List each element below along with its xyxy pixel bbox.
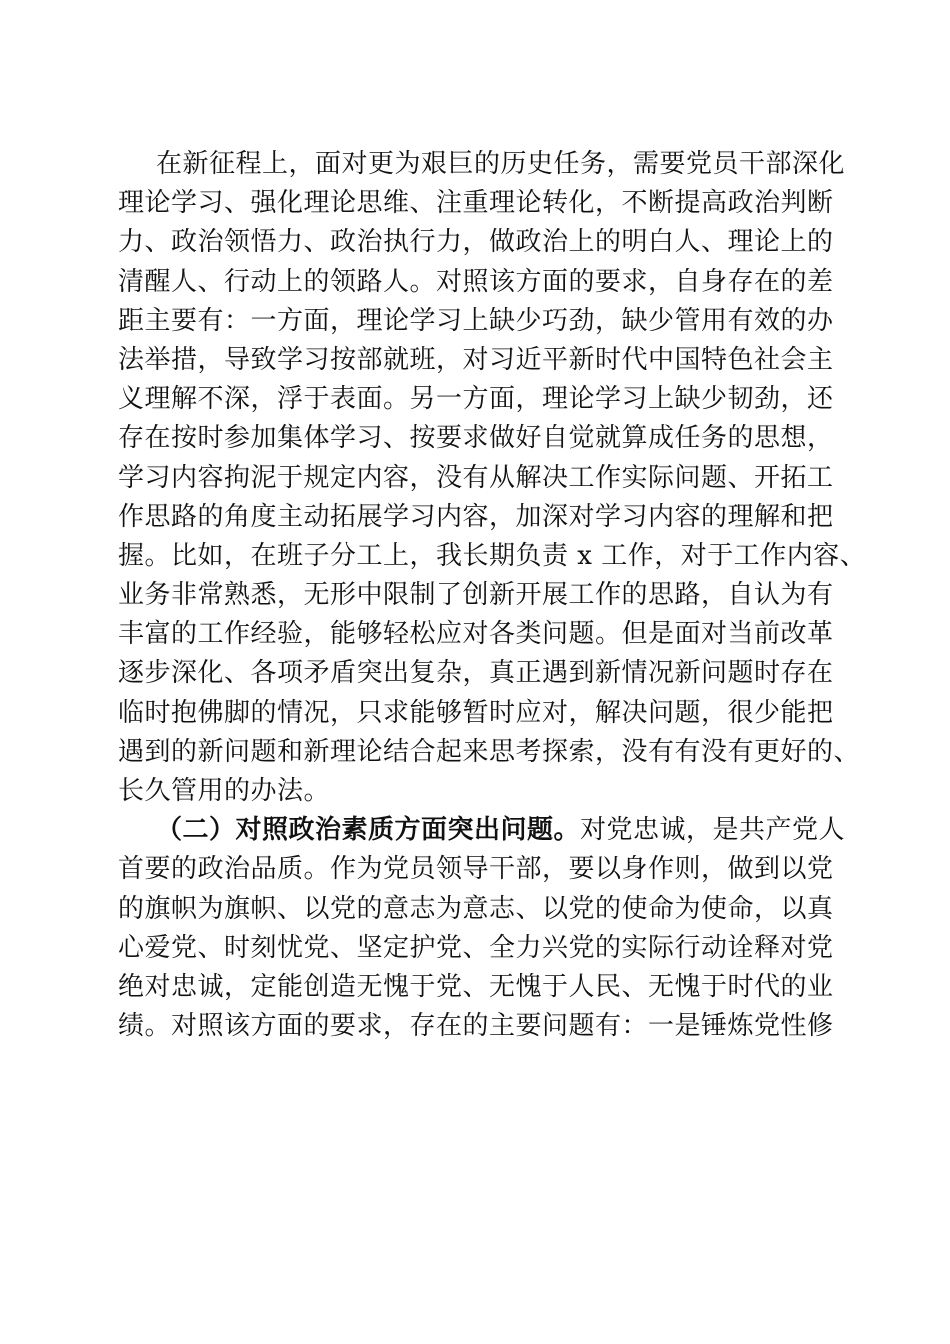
paragraph-1 xyxy=(118,145,867,811)
text-line: 的旗帜为旗帜、以党的意志为意志、以党的使命为使命，以真 xyxy=(118,893,834,924)
text-line: 法举措，导致学习按部就班，对习近平新时代中国特色社会主 xyxy=(118,344,834,375)
text-line: 理论学习、强化理论思维、注重理论转化，不断提高政治判断 xyxy=(118,188,834,219)
text-line: 距主要有：一方面，理论学习上缺少巧劲，缺少管用有效的办 xyxy=(118,305,834,336)
text-line: 长久管用的办法。 xyxy=(118,776,331,806)
text-line: 绩。对照该方面的要求，存在的主要问题有：一是锤炼党性修 xyxy=(118,1011,834,1042)
text-line: 存在按时参加集体学习、按要求做好自觉就算成任务的思想， xyxy=(118,423,834,454)
text-line: 绝对忠诚，定能创造无愧于党、无愧于人民、无愧于时代的业 xyxy=(118,971,834,1002)
text-line: 业务非常熟悉，无形中限制了创新开展工作的思路，自认为有 xyxy=(118,580,834,611)
text-line: 在新征程上，面对更为艰巨的历史任务，需要党员干部深化 xyxy=(156,149,846,179)
text-line: 逐步深化、各项矛盾突出复杂，真正遇到新情况新问题时存在 xyxy=(118,658,834,689)
text-line xyxy=(118,811,846,850)
text-line: 清醒人、行动上的领路人。对照该方面的要求，自身存在的差 xyxy=(118,266,834,297)
text-line: 作思路的角度主动拓展学习内容，加深对学习内容的理解和把 xyxy=(118,501,834,532)
heading-continuation: 对党忠诚，是共产党人 xyxy=(580,815,846,846)
text-line: 义理解不深，浮于表面。另一方面，理论学习上缺少韧劲，还 xyxy=(118,384,834,415)
text-line: 力、政治领悟力、政治执行力，做政治上的明白人、理论上的 xyxy=(118,227,834,258)
text-line: 学习内容拘泥于规定内容，没有从解决工作实际问题、开拓工 xyxy=(118,462,834,493)
text-line: 丰富的工作经验，能够轻松应对各类问题。但是面对当前改革 xyxy=(118,619,834,650)
text-line: 遇到的新问题和新理论结合起来思考探索，没有有没有更好的、 xyxy=(118,736,861,767)
text-line: 握。比如，在班子分工上，我长期负责 x 工作，对于工作内容、 xyxy=(118,540,867,571)
document-body xyxy=(118,145,867,1046)
text-line: 心爱党、时刻忧党、坚定护党、全力兴党的实际行动诠释对党 xyxy=(118,932,834,963)
text-line: 临时抱佛脚的情况，只求能够暂时应对，解决问题，很少能把 xyxy=(118,697,834,728)
section-heading: （二）对照政治素质方面突出问题。 xyxy=(156,815,581,846)
paragraph-2 xyxy=(118,811,846,1046)
text-line: 首要的政治品质。作为党员领导干部，要以身作则，做到以党 xyxy=(118,854,834,885)
